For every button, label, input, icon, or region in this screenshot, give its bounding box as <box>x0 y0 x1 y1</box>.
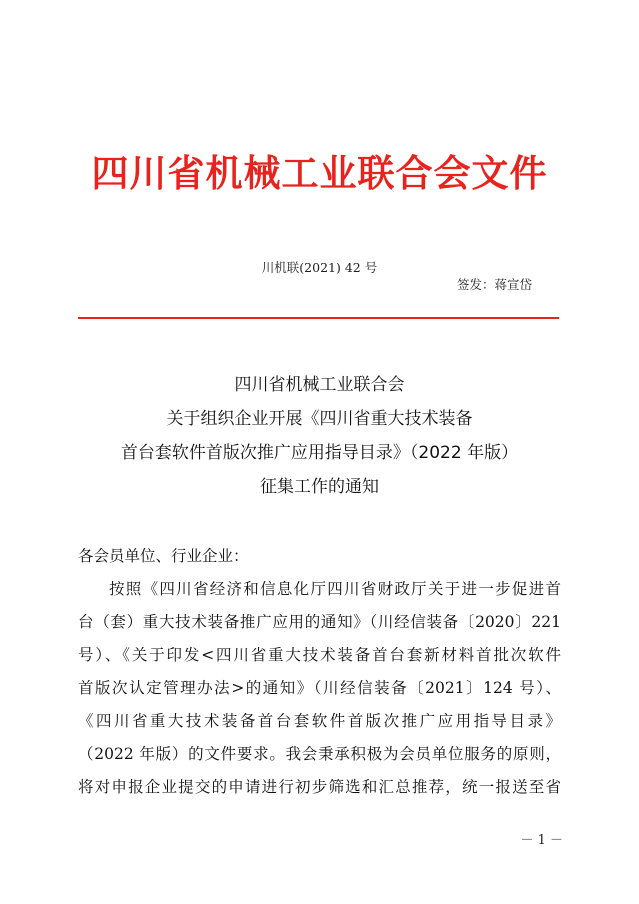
notice-title-line: 关于组织企业开展《四川省重大技术装备 <box>166 409 473 429</box>
paragraph-line: 号）、《关于印发<四川省重大技术装备首台套新材料首批次软件 <box>78 646 561 664</box>
paragraph-line: 将对申报企业提交的申请进行初步筛选和汇总推荐，统一报送至省 <box>78 778 561 796</box>
paragraph-line: （2022 年版）的文件要求。我会秉承积极为会员单位服务的原则， <box>78 745 561 763</box>
notice-title-line: 四川省机械工业联合会 <box>234 375 405 395</box>
header-divider <box>78 317 559 319</box>
paragraph-line: 《四川省重大技术装备首台套软件首版次推广应用指导目录》 <box>78 712 561 730</box>
page-number: － 1 － <box>520 833 563 848</box>
notice-title <box>0 368 639 504</box>
paragraph-line: 首版次认定管理办法>的通知》（川经信装备〔2021〕124 号）、 <box>78 679 561 697</box>
document-header-title: 四川省机械工业联合会文件 <box>91 151 548 195</box>
paragraph-line: 台（套）重大技术装备推广应用的通知》（川经信装备〔2020〕221 <box>78 613 561 631</box>
document-signer: 签发：蒋宣岱 <box>456 277 532 292</box>
salutation: 各会员单位、行业企业： <box>78 547 249 565</box>
document-number: 川机联(2021) 42 号 <box>261 260 378 275</box>
notice-title-line: 首台套软件首版次推广应用指导目录》（2022 年版） <box>120 443 519 463</box>
notice-body <box>78 540 561 804</box>
notice-title-line: 征集工作的通知 <box>260 477 379 497</box>
paragraph-line: 按照《四川省经济和信息化厅四川省财政厅关于进一步促进首 <box>109 580 561 598</box>
